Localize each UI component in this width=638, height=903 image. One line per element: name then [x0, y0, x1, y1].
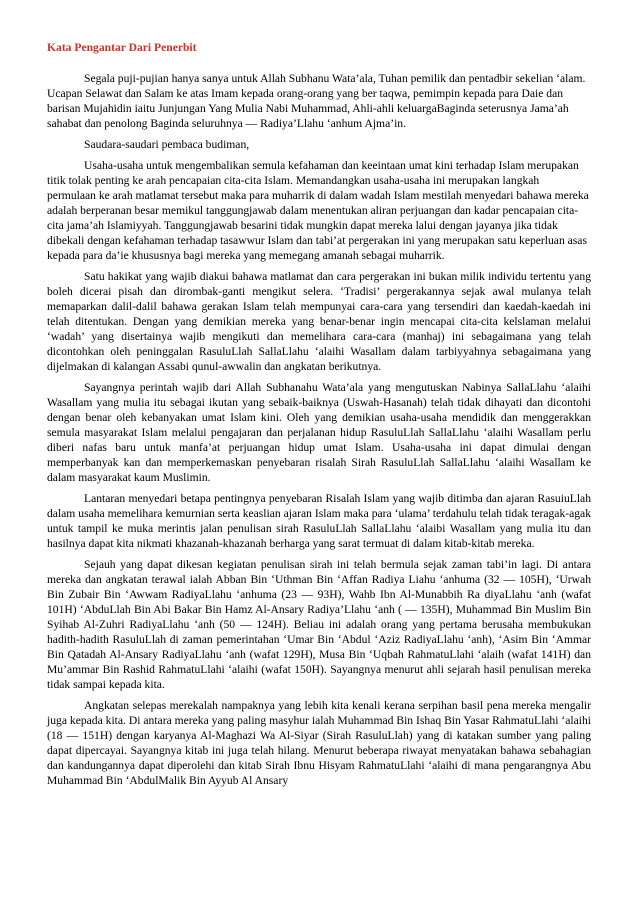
paragraph-islamic-understanding: Usaha-usaha untuk mengembalikan semula kefahaman dan keeintaan umat kini terhadap Islam merupakan titik tolak penting ke arah pencapaian cita-cita Islam. Memandangkan usaha-usaha ini merupakan langkah permulaan ke arah matlamat tersebut maka para muharrik di dalam wadah Islam mestilah menyedari bahawa mereka adalah berperanan besar memikul tanggungjawab dalam menentukan aliran perjuangan dan kadar pencapaian cita-cita jama’ah Islamiyyah. Tanggungjawab besarini tidak mungkin dapat mereka lalui dengan jayanya jika tidak dibekali dengan kefahaman terhadap tasawwur Islam dan tabi’at pergerakan ini yang merupakan satu keperluan asas kepada para da’ie khususnya bagi mereka yang memegang amanah sebagai muharrik.	[47, 159, 589, 262]
paragraph-greeting: Saudara-saudari pembaca budiman,	[84, 138, 250, 151]
paragraph-ulama-sirah: Lantaran menyedari betapa pentingnya penyebaran Risalah Islam yang wajib ditimba dan ajaran RasuiuLlah dalam usaha memelihara kemurnian serta keaslian ajaran Islam maka para ‘ulama’ terdahulu telah tidak teragak-agak untuk tampil ke muka merintis jalan penulisan sirah RasuluLlah SallaLlahu ‘alaibi Wasallam yang mulia itu dan hasilnya dapat kita nikmati khazanah-khazanah berharga yang sarat termuat di dalam kitab-kitab mereka.	[47, 492, 591, 550]
paragraph-early-writers: Sejauh yang dapat dikesan kegiatan penulisan sirah ini telah bermula sejak zaman tabi’in lagi. Di antara mereka dan angkatan terawal ialah Abban Bin ‘Uthman Bin ‘Affan Radiya Liahu ‘anhuma (32 — 105H), ‘Urwah Bin Zubair Bin ‘Awwam RadiyaLlahu ‘anhuma (23 — 93H), Wahb Ibn Al-Munabbih Ra diyaLlahu ‘anh (wafat 101H) ‘AbduLlah Bin Abi Bakar Bin Hamz Al-Ansary Radiya’Llahu ‘anh ( — 135H), Muhammad Bin Muslim Bin Syihab Al-Zuhri RadiyaLlahu ‘anh (50 — 124H). Beliau ini adalah orang yang pertama berusaha membukukan hadith-hadith RasuluLlah di zaman pemerintahan ‘Umar Bin ‘Abdul ‘Aziz RadiyaLlahu ‘anh), ‘Asim Bin ‘Ammar Bin Qatadah Al-Ansary RadiyaLlahu ‘anh (wafat 129H), Musa Bin ‘Uqbah RahmatuLlahi ‘alaih (wafat 141H) dan Mu’ammar Bin Rashid RahmatuLlahi ‘alaihi (wafat 150H). Sayangnya menurut ahli sejarah hasil penulisan mereka tidak sampai kepada kita.	[47, 558, 591, 691]
paragraph-opening-prayer: Segala puji-pujian hanya sanya untuk Allah Subhanu Wata’ala, Tuhan pemilik dan pentadbir sekelian ‘alam. Ucapan Selawat dan Salam ke atas Imam kepada orang-orang yang ber taqwa, pemimpin kepada para Daie dan barisan Mujahidin iaitu Junjungan Yang Mulia Nabi Muhammad, Ahli-ahli keluargaBaginda seterusnya Jama’ah sahabat dan penolong Baginda seluruhnya — Radiya’Llahu ‘anhum Ajma’in.	[47, 72, 586, 130]
page-title: Kata Pengantar Dari Penerbit	[47, 41, 197, 54]
paragraph-prophet-example: Sayangnya perintah wajib dari Allah Subhanahu Wata’ala yang mengutuskan Nabinya SallaLlahu ‘alaihi Wasallam yang mulia itu sebagai ikutan yang sebaik-baiknya (Uswah-Hasanah) telah tidak dihayati dan dicontohi dengan benar oleh kebanyakan umat Islam kini. Oleh yang demikian usaha-usaha mendidik dan menggerakkan semula masyarakat Islam melalui pengajaran dan perjalanan hidup RasuluLlah SallaLlahu ‘alaihi Wasallam perlu diberi nafas baru untuk manfa’at perjuangan hidup umat Islam. Usaha-usaha ini dapat dimulai dengan memperbanyak kan dan memperkemaskan penyebaran risalah Sirah RasuluLlah SallaLlahu ‘alaihi Wasallam ke dalam masyarakat kaum Muslimin.	[47, 381, 591, 484]
paragraph-movement-method: Satu hakikat yang wajib diakui bahawa matlamat dan cara pergerakan ini bukan milik individu tertentu yang boleh dicerai pisah dan dirombak-ganti mengikut selera. ‘Tradisi’ pergerakannya sejak awal mulanya telah memaparkan dalil-dalil bahawa gerakan Islam telah mempunyai cara-cara yang tersendiri dan kaedah-kaedah ini telah ditentukan. Dengan yang demikian mereka yang benar-benar ingin mencapai cita-cita kelslaman melalui ‘wadah’ yang disertainya wajib mengikuti dan memelihara cara-cara (manhaj) ini sebagaimana yang telah dicontohkan oleh peninggalan RasuluLlah SallaLlahu ‘alaihi Wasallam dalam tarbiyyahnya sebagaimana yang dijelmakan di kalangan Assabi qunul-awwalin dan angkatan berikutnya.	[47, 270, 591, 373]
paragraph-later-writers: Angkatan selepas merekalah nampaknya yang lebih kita kenali kerana serpihan basil pena mereka mengalir juga kepada kita. Di antara mereka yang paling masyhur ialah Muhammad Bin Ishaq Bin Yasar RahmatuLlahi ‘alaihi (18 — 151H) dengan karyanya Al-Maghazi Wa Al-Siyar (Sirah RasuluLlah) yang di katakan sumber yang paling dapat dipercayai. Sayangnya kitab ini juga telah hilang. Menurut beberapa riwayat menyatakan bahawa sebahagian dan kandungannya dapat diperolehi dan kitab Sirah Ibnu Hisyam RahmatuLlahi ‘alaihi di mana pengarangnya Abu Muhammad Bin ‘AbdulMalik Bin Ayyub Al Ansary	[47, 699, 591, 787]
